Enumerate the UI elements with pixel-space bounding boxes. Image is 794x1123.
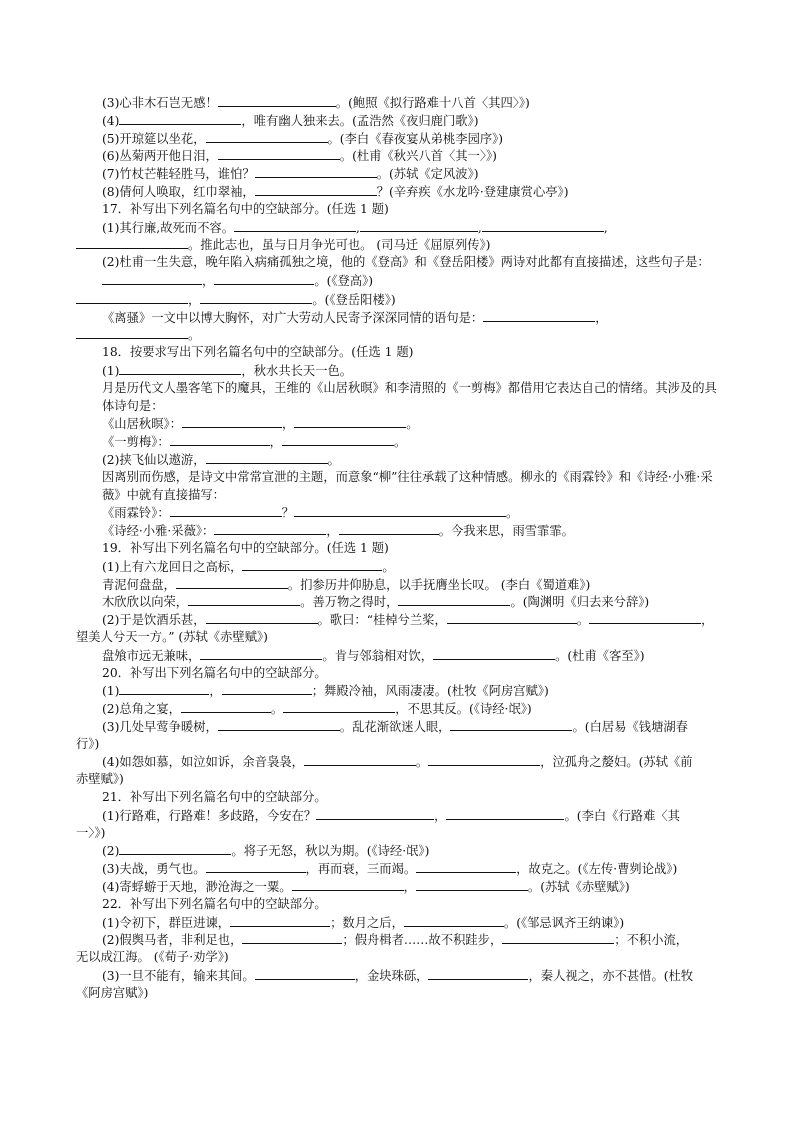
fill-in-blank[interactable] xyxy=(294,415,406,428)
line-text: 。(李白《春夜宴从弟桃李园序》) xyxy=(327,131,504,146)
fill-in-blank[interactable] xyxy=(119,362,241,375)
line-text: ；数月之后， xyxy=(330,915,404,930)
line-text: 。 xyxy=(505,506,519,521)
line-text: (1)上有六龙回日之高标， xyxy=(102,559,243,574)
text-line xyxy=(76,451,726,469)
text-line xyxy=(76,522,726,540)
line-text: (1)令初下，群臣进谏， xyxy=(102,915,231,930)
line-text: 。(白居易《钱塘湖春 xyxy=(572,719,688,734)
fill-in-blank[interactable] xyxy=(218,94,336,107)
text-line xyxy=(76,576,726,594)
line-text: 。(杜甫《客至》) xyxy=(555,648,645,663)
fill-in-blank[interactable] xyxy=(206,130,328,143)
line-text: ；舞殿冷袖，风雨凄凄。(杜牧《阿房宫赋》) xyxy=(311,684,549,699)
line-text: ， xyxy=(188,292,201,307)
line-text: (2) xyxy=(102,844,120,859)
line-text: 《诗经·小雅·采薇》： xyxy=(102,524,215,539)
line-text: 望美人兮天一方。” (苏轼《赤壁赋》) xyxy=(76,629,268,644)
fill-in-blank[interactable] xyxy=(76,236,188,249)
line-text: ， xyxy=(403,880,416,895)
fill-in-blank[interactable] xyxy=(360,219,478,232)
line-text: 一〉》) xyxy=(76,825,106,840)
fill-in-blank[interactable] xyxy=(283,700,395,713)
line-text: 赤壁赋》) xyxy=(76,772,124,787)
fill-in-blank[interactable] xyxy=(282,433,394,446)
fill-in-blank[interactable] xyxy=(214,522,326,535)
fill-in-blank[interactable] xyxy=(119,112,241,125)
line-text: ， xyxy=(269,435,282,450)
line-text: 。 xyxy=(382,559,395,574)
line-text: 行》) xyxy=(76,736,100,751)
line-text: (4)寄蜉蝣于天地，渺沧海之一粟。 xyxy=(102,880,292,895)
text-line xyxy=(76,931,726,949)
text-line xyxy=(76,183,726,201)
line-text: , xyxy=(477,220,482,235)
line-text: 18．按要求写出下列名篇名句中的空缺部分。(任选 1 题) xyxy=(102,345,414,360)
fill-in-blank[interactable] xyxy=(222,682,312,695)
line-text: 盘飧市远无兼味， xyxy=(102,648,201,663)
text-line xyxy=(76,469,726,505)
line-text: 。推此志也，虽与日月争光可也。 (司马迁《屈原列传》) xyxy=(188,238,491,253)
text-line xyxy=(76,94,726,112)
line-text: 。 xyxy=(415,755,429,770)
fill-in-blank[interactable] xyxy=(255,967,355,980)
line-text: 。(苏轼《定风波》) xyxy=(376,167,479,182)
text-line xyxy=(76,807,726,825)
fill-in-blank[interactable] xyxy=(181,700,271,713)
fill-in-blank[interactable] xyxy=(304,753,416,766)
fill-in-blank[interactable] xyxy=(176,576,288,589)
line-text: (6)丛菊两开他日泪， xyxy=(102,149,218,164)
line-text: (3)夫战，勇气也。 xyxy=(102,862,206,877)
line-text: 。歌曰：“桂棹兮兰桨， xyxy=(317,613,447,628)
fill-in-blank[interactable] xyxy=(218,718,340,731)
fill-in-blank[interactable] xyxy=(446,807,564,820)
line-text: 因离别而伤感，是诗文中常常宣泄的主题，而意象“柳”往往承载了这种情感。柳永的《雨霖铃》和《诗经·小雅·采薇》中就有直接描写： xyxy=(102,469,713,502)
line-text: ，秦人视之，亦不甚惜。(杜牧 xyxy=(528,969,694,984)
text-line xyxy=(76,789,726,807)
line-text: 无以成江海。 (《荀子·劝学》) xyxy=(76,950,229,965)
text-line xyxy=(76,433,726,451)
line-text: 。(李白《行路难〈其 xyxy=(564,808,680,823)
line-text: (7)竹杖芒鞋轻胜马，谁怕？ xyxy=(102,167,255,182)
text-line xyxy=(76,558,726,576)
line-text: ，泣孤舟之嫠妇。(苏轼《前 xyxy=(540,755,693,770)
line-text: (1)其行廉,故死而不容。 xyxy=(102,220,234,235)
line-text: 。(鲍照《拟行路难十八首〈其四〉》) xyxy=(335,96,530,110)
line-text: 。 xyxy=(576,613,590,628)
line-text: 《雨霖铃》： xyxy=(102,506,170,521)
fill-in-blank[interactable] xyxy=(428,753,540,766)
text-line xyxy=(76,647,726,665)
line-text: (3)心非木石岂无感！ xyxy=(102,96,218,110)
fill-in-blank[interactable] xyxy=(206,451,328,464)
fill-in-blank[interactable] xyxy=(502,931,614,944)
fill-in-blank[interactable] xyxy=(182,415,282,428)
text-line xyxy=(76,201,726,219)
line-text: ，不思其反。(《诗经·氓》) xyxy=(395,702,532,717)
line-text: 。 xyxy=(270,702,284,717)
fill-in-blank[interactable] xyxy=(294,504,506,517)
fill-in-blank[interactable] xyxy=(170,433,270,446)
line-text: , xyxy=(603,220,608,235)
text-line xyxy=(76,130,726,148)
text-line xyxy=(76,362,726,380)
fill-in-blank[interactable] xyxy=(170,504,282,517)
text-line xyxy=(76,700,726,718)
line-text: ？(辛弃疾《水龙吟·登建康赏心亭》) xyxy=(376,184,569,199)
line-text: ？ xyxy=(281,506,294,521)
line-text: 。乱花渐欲迷人眼， xyxy=(339,719,451,734)
line-text: 。 xyxy=(393,435,407,450)
fill-in-blank[interactable] xyxy=(447,611,577,624)
fill-in-blank[interactable] xyxy=(483,309,595,322)
fill-in-blank[interactable] xyxy=(242,558,382,571)
line-text: 。 xyxy=(406,417,419,432)
text-line xyxy=(76,540,726,558)
text-line xyxy=(76,842,726,860)
line-text: 。(陶渊明《归去来兮辞》) xyxy=(510,595,650,610)
line-text: 月是历代文人墨客笔下的魔具，王维的《山居秋暝》和李清照的《一剪梅》都借用它表达自己的情绪。其涉及的具体诗句是： xyxy=(102,380,717,413)
fill-in-blank[interactable] xyxy=(200,647,322,660)
text-line xyxy=(76,309,726,327)
line-text: 22．补写出下列名篇名句中的空缺部分。 xyxy=(102,896,327,911)
line-text: ，唯有幽人独来去。(孟浩然《夜归鹿门歌》) xyxy=(241,113,479,128)
fill-in-blank[interactable] xyxy=(404,914,504,927)
fill-in-blank[interactable] xyxy=(206,860,306,873)
fill-in-blank[interactable] xyxy=(234,219,356,232)
text-line xyxy=(76,967,726,985)
text-line xyxy=(76,236,726,254)
line-text: 19．补写出下列名篇名句中的空缺部分。(任选 1 题) xyxy=(102,540,389,555)
line-text: 《离骚》一文中以博大胸怀，对广大劳动人民寄予深深同情的语句是： xyxy=(102,310,484,325)
line-text: (3)一旦不能有，输来其间。 xyxy=(102,969,255,984)
text-line xyxy=(76,985,726,1003)
fill-in-blank[interactable] xyxy=(482,219,604,232)
line-text: ，故克之。(《左传·曹刿论战》) xyxy=(516,862,678,877)
text-line xyxy=(76,415,726,433)
fill-in-blank[interactable] xyxy=(119,842,231,855)
fill-in-blank[interactable] xyxy=(316,807,434,820)
line-text: , xyxy=(356,220,360,235)
fill-in-blank[interactable] xyxy=(428,967,528,980)
line-text: 17．补写出下列名篇名句中的空缺部分。(任选 1 题) xyxy=(102,201,389,216)
text-line xyxy=(76,682,726,700)
text-line xyxy=(76,326,726,344)
text-line xyxy=(76,380,726,416)
fill-in-blank[interactable] xyxy=(589,611,701,624)
text-line xyxy=(76,718,726,736)
line-text: 。 xyxy=(327,452,340,467)
fill-in-blank[interactable] xyxy=(255,165,377,178)
line-text: 。将子无怒，秋以为期。(《诗经·氓》) xyxy=(231,844,430,859)
line-text: ；不积小流， xyxy=(614,933,689,948)
line-text: 《山居秋暝》： xyxy=(102,417,182,432)
fill-in-blank[interactable] xyxy=(255,183,377,196)
text-line xyxy=(76,896,726,914)
text-line xyxy=(76,825,726,843)
text-line xyxy=(76,949,726,967)
text-line xyxy=(76,165,726,183)
line-text: 青泥何盘盘， xyxy=(102,577,176,592)
line-text: (8)倩何人唤取，红巾翠袖， xyxy=(102,184,255,199)
text-line xyxy=(76,665,726,683)
line-text: (4) xyxy=(102,113,120,128)
fill-in-blank[interactable] xyxy=(206,611,318,624)
line-text: ，再而衰，三而竭。 xyxy=(305,862,417,877)
line-text: ， xyxy=(434,808,447,823)
text-line xyxy=(76,914,726,932)
text-line xyxy=(76,629,726,647)
text-line xyxy=(76,344,726,362)
line-text: (5)开琼筵以坐花， xyxy=(102,131,206,146)
fill-in-blank[interactable] xyxy=(398,593,510,606)
fill-in-blank[interactable] xyxy=(188,593,300,606)
line-text: 。肯与邻翁相对饮， xyxy=(322,648,434,663)
fill-in-blank[interactable] xyxy=(218,147,340,160)
text-line xyxy=(76,736,726,754)
line-text: 《阿房宫赋》) xyxy=(76,985,149,1000)
line-text: (1)行路难，行路难！多歧路，今安在？ xyxy=(102,808,317,823)
line-text: ， xyxy=(595,310,608,325)
line-text: ，金块珠砾， xyxy=(354,969,429,984)
line-text: 。善万物之得时， xyxy=(300,595,399,610)
line-text: (2)于是饮酒乐甚， xyxy=(102,613,206,628)
line-text: (1) xyxy=(102,684,120,699)
fill-in-blank[interactable] xyxy=(214,272,314,285)
fill-in-blank[interactable] xyxy=(433,647,555,660)
line-text: 20．补写出下列名篇名句中的空缺部分。 xyxy=(102,665,327,680)
line-text: 。(《邹忌讽齐王纳谏》) xyxy=(503,915,625,930)
fill-in-blank[interactable] xyxy=(450,718,572,731)
line-text: 。扪参历井仰胁息，以手抚膺坐长叹。 (李白《蜀道难》) xyxy=(287,577,591,592)
line-text: 。(杜甫《秋兴八首〈其一〉》) xyxy=(339,149,497,164)
line-text: (2)挟飞仙以遨游， xyxy=(102,452,206,467)
fill-in-blank[interactable] xyxy=(119,682,209,695)
text-line xyxy=(76,878,726,896)
text-line xyxy=(76,147,726,165)
line-text: ， xyxy=(326,524,339,539)
line-text: (2)假舆马者，非利足也， xyxy=(102,933,243,948)
line-text: 。(《登岳阳楼》) xyxy=(312,292,396,307)
fill-in-blank[interactable] xyxy=(292,878,404,891)
text-line xyxy=(76,112,726,130)
line-text: 。(《登高》) xyxy=(314,273,374,288)
line-text: (3)几处早莺争暖树， xyxy=(102,719,218,734)
fill-in-blank[interactable] xyxy=(230,914,330,927)
fill-in-blank[interactable] xyxy=(339,522,439,535)
line-text: (1) xyxy=(102,363,120,378)
fill-in-blank[interactable] xyxy=(76,291,188,304)
fill-in-blank[interactable] xyxy=(102,272,202,285)
line-text: ， xyxy=(281,417,295,432)
text-line xyxy=(76,219,726,237)
line-text: ；假舟楫者……故不积跬步， xyxy=(342,933,503,948)
text-line xyxy=(76,860,726,878)
line-text: (4)如怨如慕，如泣如诉，余音袅袅， xyxy=(102,755,304,770)
fill-in-blank[interactable] xyxy=(200,291,312,304)
fill-in-blank[interactable] xyxy=(242,931,342,944)
fill-in-blank[interactable] xyxy=(76,326,188,339)
line-text: 。(苏轼《赤壁赋》) xyxy=(527,880,630,895)
line-text: (2)总角之宴， xyxy=(102,702,181,717)
text-line xyxy=(76,291,726,309)
line-text: ， xyxy=(701,613,714,628)
text-line xyxy=(76,593,726,611)
line-text: 21．补写出下列名篇名句中的空缺部分。 xyxy=(102,790,327,805)
line-text: 《一剪梅》： xyxy=(102,435,170,450)
line-text: 。 xyxy=(188,328,201,343)
fill-in-blank[interactable] xyxy=(416,860,516,873)
text-line xyxy=(76,771,726,789)
line-text: 木欣欣以向荣， xyxy=(102,595,189,610)
exercise-document xyxy=(76,94,726,1003)
line-text: ， xyxy=(209,684,222,699)
line-text: ，秋水共长天一色。 xyxy=(241,363,353,378)
text-line xyxy=(76,753,726,771)
text-line xyxy=(76,254,726,291)
text-line xyxy=(76,504,726,522)
line-text: 。今我来思，雨雪霏霏。 xyxy=(438,524,574,539)
text-line xyxy=(76,611,726,629)
fill-in-blank[interactable] xyxy=(416,878,528,891)
line-text: ， xyxy=(202,273,215,288)
line-text: (2)杜甫一生失意，晚年陷入病痛孤独之境，他的《登高》和《登岳阳楼》两诗对此都有直接描述，这些句子是： xyxy=(102,255,710,270)
